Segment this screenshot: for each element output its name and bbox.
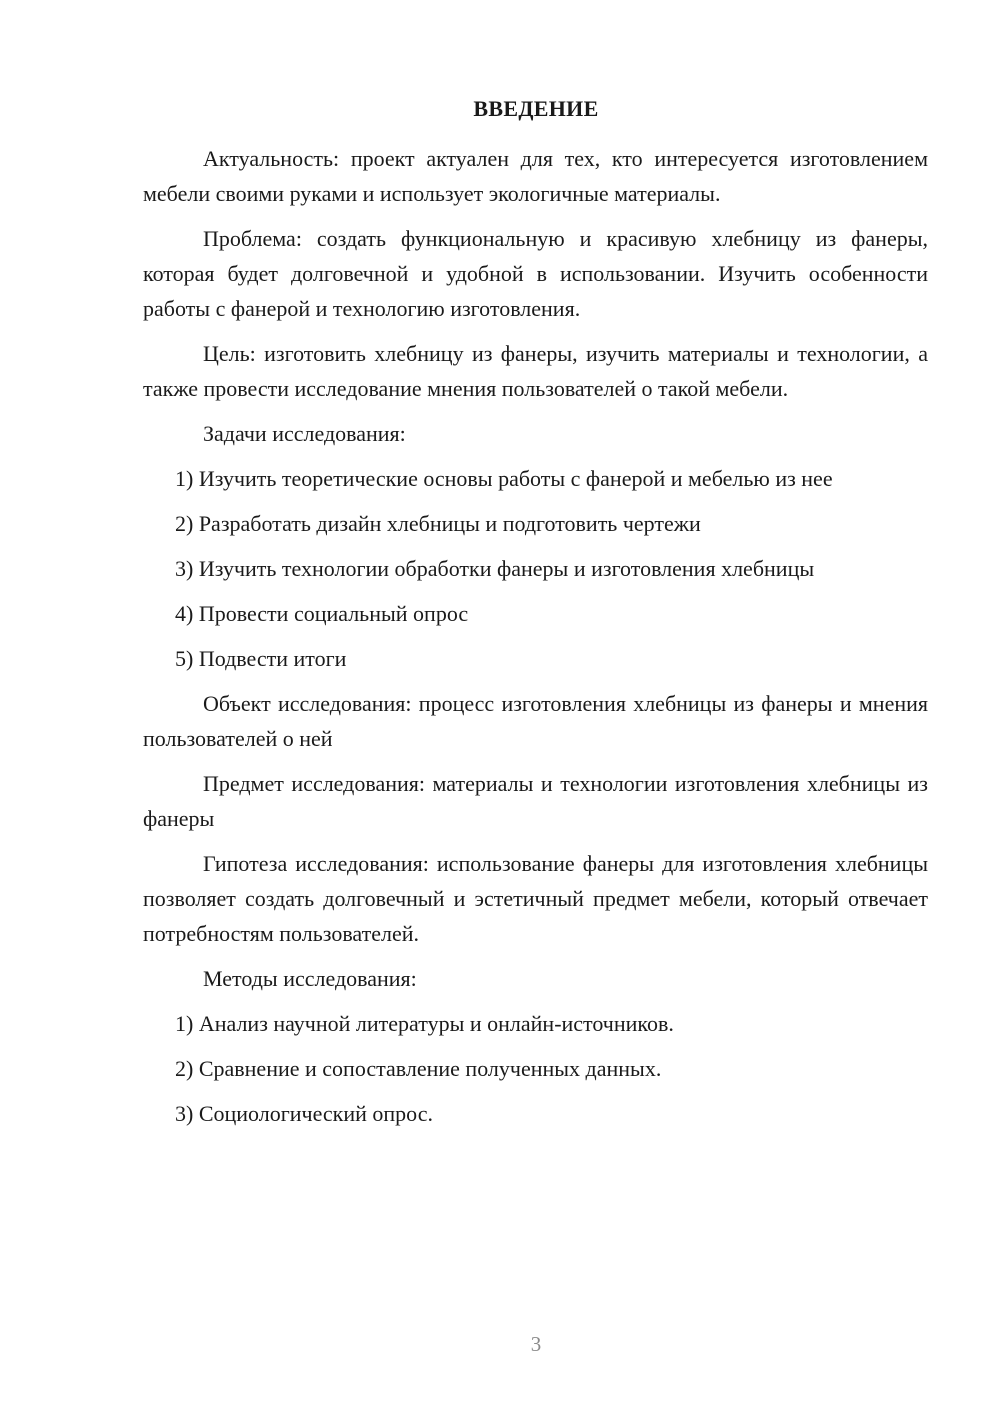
paragraph-subject: Предмет исследования: материалы и технологии изготовления хлебницы из фанеры	[143, 771, 928, 831]
paragraph-goal: Цель: изготовить хлебницу из фанеры, изучить материалы и технологии, а также провести исследование мнения пользователей о такой мебели.	[143, 341, 928, 401]
methods-heading: Методы исследования:	[203, 966, 417, 991]
page-title: ВВЕДЕНИЕ	[473, 96, 599, 121]
method-item-2: 2) Сравнение и сопоставление полученных данных.	[175, 1056, 662, 1081]
tasks-heading: Задачи исследования:	[203, 421, 406, 446]
paragraph-hypothesis: Гипотеза исследования: использование фанеры для изготовления хлебницы позволяет создать долговечный и эстетичный предмет мебели, который отвечает потребностям пользователей.	[143, 851, 928, 946]
task-item-4: 4) Провести социальный опрос	[175, 601, 469, 626]
paragraph-object: Объект исследования: процесс изготовления хлебницы из фанеры и мнения пользователей о ней	[143, 691, 928, 751]
page-number: 3	[530, 1332, 542, 1356]
task-item-3: 3) Изучить технологии обработки фанеры и изготовления хлебницы	[175, 556, 815, 581]
paragraph-relevance: Актуальность: проект актуален для тех, кто интересуется изготовлением мебели своими руками и использует экологичные материалы.	[143, 146, 928, 206]
task-item-5: 5) Подвести итоги	[175, 646, 347, 671]
paragraph-problem: Проблема: создать функциональную и красивую хлебницу из фанеры, которая будет долговечной и удобной в использовании. Изучить особенности работы с фанерой и технологию изготовления.	[143, 226, 928, 321]
task-item-2: 2) Разработать дизайн хлебницы и подготовить чертежи	[175, 511, 701, 536]
method-item-3: 3) Социологический опрос.	[175, 1101, 433, 1126]
task-item-1: 1) Изучить теоретические основы работы с фанерой и мебелью из нее	[175, 466, 833, 491]
method-item-1: 1) Анализ научной литературы и онлайн-источников.	[175, 1011, 674, 1036]
page-body	[143, 141, 928, 1141]
